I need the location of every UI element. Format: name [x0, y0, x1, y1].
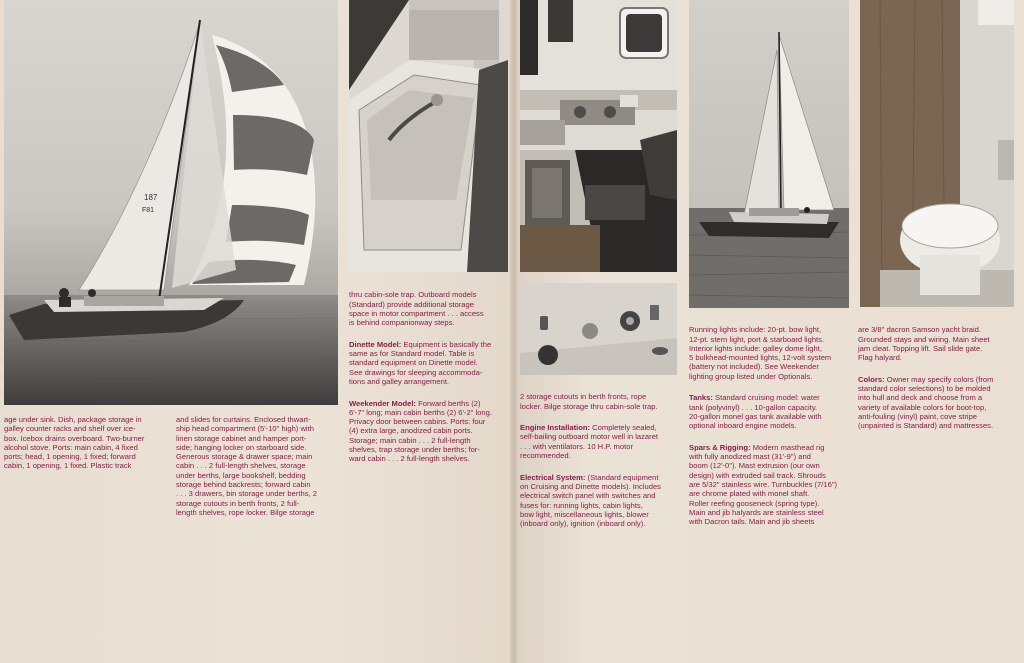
photo-sailboat-small — [689, 0, 849, 308]
electrical-heading: Electrical System: — [520, 472, 586, 482]
col4-intro: 2 storage cutouts in berth fronts, rope locker. Bilge storage thru cabin-sole trap. — [520, 392, 658, 411]
text-column-3 — [349, 281, 509, 476]
tanks-paragraph — [689, 393, 851, 430]
tanks-text: Standard cruising model: water tank (polyvinyl) . . . 10-gallon capacity. 20-gallon monel gas tank available with optional inboard engine models. — [689, 393, 822, 431]
dinette-text: Equipment is basically the same as for Standard model. Table is standard equipment on Dinette model. See drawings for sleeping accommoda- tions and galley arrangement. — [349, 339, 492, 386]
colors-text: Owner may specify colors (from standard color selections) to be molded into hull and deck and choose from a variety of available colors for boot-top, anti-fouling (vinyl) paint, cove stripe (unpainted is Standard) and mattresses. — [858, 374, 994, 431]
spars-paragraph — [689, 443, 851, 527]
spars-heading: Spars & Rigging: — [689, 442, 751, 452]
engine-heading: Engine Installation: — [520, 423, 591, 433]
engine-text: Completely sealed, self-bailing outboard motor well in lazaret . . . with ventilators. 10 H.P. motor recommended. — [520, 423, 659, 461]
text-column-1: age under sink. Dish, package storage in galley counter racks and shelf over ice- box. Icebox drains overboard. Two-burner alcohol stove. Ports: main cabin, 4 fixed ports; head, 1 opening, 1 fixed; forward cabin, 1 opening, 1 fixed. Plastic track — [4, 415, 145, 471]
engine-paragraph — [520, 423, 680, 460]
electrical-paragraph — [520, 473, 680, 529]
col3-intro: thru cabin-sole trap. Outboard models (Standard) provide additional storage space in motor compartment . . . access is behind companionway steps. — [349, 290, 484, 328]
text-column-5 — [689, 316, 851, 539]
center-fold — [510, 0, 518, 663]
tanks-heading: Tanks: — [689, 393, 713, 403]
text-column-2: and slides for curtains. Enclosed thwart- ship head compartment (5'-10" high) with linen storage cabinet and hamper port- side; hanging locker on starboard side. Generous storage & drawer space; main cabin . . . 2 full-length shelves, storage under berths, large bookshelf, bedding storage behind backrests; forward cabin . . . 3 drawers, bin storage under berths, 2 storage cutouts in berth fronts, 2 full- length shelves, rope locker. Bilge storage — [176, 415, 317, 517]
dinette-heading: Dinette Model: — [349, 339, 402, 349]
text-column-6 — [858, 316, 1020, 443]
photo-head — [860, 0, 1014, 307]
photo-hatch-deck — [349, 0, 508, 272]
weekender-paragraph — [349, 399, 509, 464]
photo-berth-cutouts — [520, 283, 677, 375]
col5-intro: Running lights include: 20-pt. bow light, 12-pt. stern light, port & starboard lights. Interior lights include: galley dome light, 5 bulkhead-mounted lights, 12-volt system (battery not included). See Weekender lighting group listed under Optionals. — [689, 325, 832, 381]
sail-hull-mark: F81 — [142, 207, 155, 214]
weekender-heading: Weekender Model: — [349, 398, 416, 408]
dinette-paragraph — [349, 340, 509, 386]
col6-intro: are 3/8" dacron Samson yacht braid. Grounded stays and wiring. Main sheet jam cleat. Topping lift. Sail slide gate. Flag halyard. — [858, 325, 990, 363]
electrical-text: (Standard equipment on Cruising and Dinette models). Includes electrical switch panel with switches and fuses for: running lights, cabin lights, bow light, miscellaneous lights, blower (inboard only), ignition (inboard only). — [520, 472, 661, 529]
sail-number: 187 — [144, 193, 158, 202]
spars-text: Modern masthead rig with fully anodized mast (31'-9") and boom (12'-0"). Mast extrusion (our own design) with extruded sail track. Shrouds are 5/32" stainless wire. Turnbuckles (7/16") are chrome plated with monel shaft. Roller reefing gooseneck (spring type). Main and jib halyards are stainless steel with Dacron tails. Main and jib sheets — [689, 442, 838, 527]
text-column-4 — [520, 383, 680, 541]
weekender-text: Forward berths (2) 6'-7" long; main cabin berths (2) 6'-2" long. Privacy door between cabins. Ports: four (4) extra large, anodized cabin ports. Storage; main cabin . . . 2 full-length shelves, trap storage under berths; for- ward cabin . . . 2 full-length shelves. — [349, 398, 492, 464]
colors-heading: Colors: — [858, 374, 885, 384]
colors-paragraph — [858, 375, 1020, 431]
photo-sailboat-spinnaker — [4, 0, 338, 405]
photo-galley — [520, 0, 677, 272]
